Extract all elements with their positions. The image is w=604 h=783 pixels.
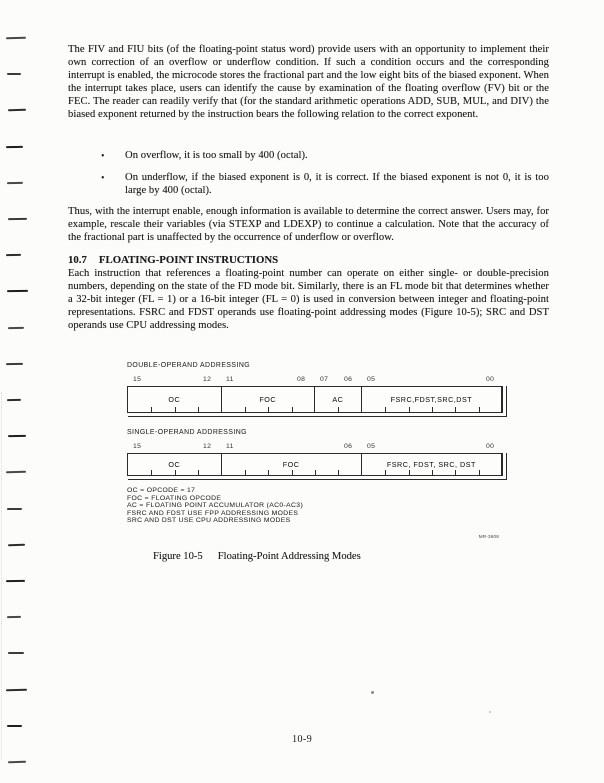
bullet-text: On overflow, it is too small by 400 (octal). — [125, 150, 308, 161]
bit-tick — [175, 470, 176, 475]
binding-mark — [8, 435, 26, 437]
bit-tick — [268, 470, 269, 475]
field-operands: FSRC,FDST,SRC,DST — [362, 387, 502, 412]
bullet-icon: • — [101, 172, 105, 184]
binding-mark — [7, 73, 21, 75]
binding-mark — [7, 725, 22, 727]
double-operand-title: DOUBLE-OPERAND ADDRESSING — [127, 362, 251, 369]
bit-tick — [198, 470, 199, 475]
scan-speck — [371, 691, 374, 694]
bit-label: 12 — [203, 376, 212, 383]
field-oc: OC — [128, 387, 222, 412]
page-number: 10-9 — [291, 734, 313, 745]
paragraph-thus: Thus, with the interrupt enable, enough information is available to determine the correct answer. Users may, for example, rescale their variables (via STEXP and LDEXP) to continue a calculation. Note that the accuracy of the fractional part is unaffected by the occurrence of underflow or overflow. — [68, 206, 549, 243]
bit-tick — [292, 407, 293, 412]
figure-10-5 — [127, 362, 503, 539]
binding-mark — [8, 218, 27, 220]
single-operand-bit-numbers — [127, 443, 503, 453]
drawing-number: MR-3608 — [478, 534, 499, 539]
bit-label: 15 — [133, 376, 142, 383]
field-oc: OC — [128, 454, 222, 475]
legend-line: FOC = FLOATING OPCODE — [127, 494, 222, 502]
bit-tick — [432, 407, 433, 412]
field-foc: FOC — [222, 454, 362, 475]
section-heading — [68, 254, 549, 266]
bit-tick — [432, 470, 433, 475]
bit-tick — [151, 407, 152, 412]
scan-speck — [489, 711, 491, 713]
paragraph-overflow-intro: The FIV and FIU bits (of the floating-point status word) provide users with an opportunity to implement their own correction of an overflow or underflow condition. If such a condition occurs and the corresponding interrupt is enabled, the microcode stores the fractional part and the low eight bits of the biased exponent. When the interrupt takes place, users can identify the cause by examination of the floating overflow (FV) bit or the FEC. The reader can readily verify that (for the standard arithmetic operations ADD, SUB, MUL, and DIV) the biased exponent returned by the instruction bears the following relation to the correct exponent. — [68, 44, 549, 120]
bullet-icon: • — [101, 151, 105, 162]
figure-legend — [127, 487, 503, 525]
field-ac: AC — [315, 387, 362, 412]
double-operand-register-diagram — [127, 386, 503, 413]
bit-label: 06 — [344, 376, 353, 383]
bullet-text: On underflow, if the biased exponent is 0, it is correct. If the biased exponent is not 0, it is too large by 400 (octal). — [125, 171, 549, 196]
legend-line: FSRC AND FDST USE FPP ADDRESSING MODES — [127, 509, 299, 517]
bit-label: 11 — [226, 443, 234, 450]
bit-tick — [245, 470, 246, 475]
legend-line: SRC AND DST USE CPU ADDRESSING MODES — [127, 517, 291, 525]
binding-mark — [7, 508, 22, 510]
bit-label: 07 — [320, 376, 329, 383]
bit-label: 05 — [367, 376, 376, 383]
legend-line: OC = OPCODE = 17 — [127, 487, 196, 494]
binding-mark — [6, 580, 25, 582]
paragraph-instructions: Each instruction that references a floating-point number can operate on either single- or double-precision numbers, depending on the state of the FD mode bit. Similarly, there is an FL mode bit that determines whether a 32-bit integer (FL = 1) or a 16-bit integer (FL = 0) is used in conversion between integer and floating-point representations. FSRC and FDST operands use floating-point addressing modes (Figure 10-5); SRC and DST operands use CPU addressing modes. — [68, 268, 549, 331]
bit-tick — [409, 407, 410, 412]
bit-tick — [198, 407, 199, 412]
bit-tick — [479, 407, 480, 412]
bit-tick — [315, 470, 316, 475]
bit-tick — [385, 407, 386, 412]
bit-label: 12 — [203, 443, 212, 450]
binding-mark — [6, 688, 27, 691]
section-title: FLOATING-POINT INSTRUCTIONS — [98, 254, 279, 266]
bit-label: 08 — [297, 376, 306, 383]
bit-tick — [175, 407, 176, 412]
binding-mark — [8, 761, 26, 764]
binding-mark — [6, 471, 26, 474]
bit-label: 00 — [486, 443, 495, 450]
bit-tick — [455, 407, 456, 412]
binding-mark — [6, 37, 26, 40]
binding-mark — [8, 652, 24, 654]
figure-caption — [153, 551, 361, 562]
bit-label: 11 — [226, 376, 234, 383]
binding-mark — [6, 146, 23, 148]
left-margin-binding-marks — [0, 0, 40, 783]
binding-mark — [7, 399, 21, 402]
binding-mark — [8, 109, 26, 112]
single-operand-register-diagram — [127, 453, 503, 476]
bit-tick — [409, 470, 410, 475]
field-foc: FOC — [222, 387, 316, 412]
bit-tick — [292, 470, 293, 475]
bit-tick — [455, 470, 456, 475]
binding-mark — [7, 290, 28, 292]
scan-edge-artifact — [1, 392, 2, 760]
field-operands: FSRC, FDST, SRC, DST — [362, 454, 502, 475]
bit-tick — [338, 470, 339, 475]
bit-label: 15 — [133, 443, 142, 450]
bit-label: 06 — [344, 443, 353, 450]
bit-label: 00 — [486, 376, 495, 383]
double-operand-bit-numbers — [127, 376, 503, 386]
binding-mark — [7, 616, 21, 619]
binding-mark — [8, 544, 25, 547]
bit-tick — [479, 470, 480, 475]
bit-label: 05 — [367, 443, 376, 450]
bit-tick — [245, 407, 246, 412]
bit-tick — [385, 470, 386, 475]
section-number: 10.7 — [68, 254, 87, 266]
bit-tick — [268, 407, 269, 412]
list-item — [68, 150, 549, 163]
binding-mark — [8, 326, 24, 329]
legend-line: AC = FLOATING POINT ACCUMULATOR (AC0-AC3) — [127, 502, 304, 510]
single-operand-title: SINGLE-OPERAND ADDRESSING — [127, 429, 247, 436]
binding-mark — [6, 363, 23, 365]
binding-mark — [6, 254, 21, 257]
bit-tick — [338, 407, 339, 412]
bullet-list — [68, 150, 549, 207]
bit-tick — [151, 470, 152, 475]
binding-mark — [7, 182, 23, 185]
figure-caption-title: Floating-Point Addressing Modes — [217, 551, 361, 562]
figure-caption-label: Figure 10-5 — [153, 551, 203, 562]
list-item — [68, 172, 549, 198]
